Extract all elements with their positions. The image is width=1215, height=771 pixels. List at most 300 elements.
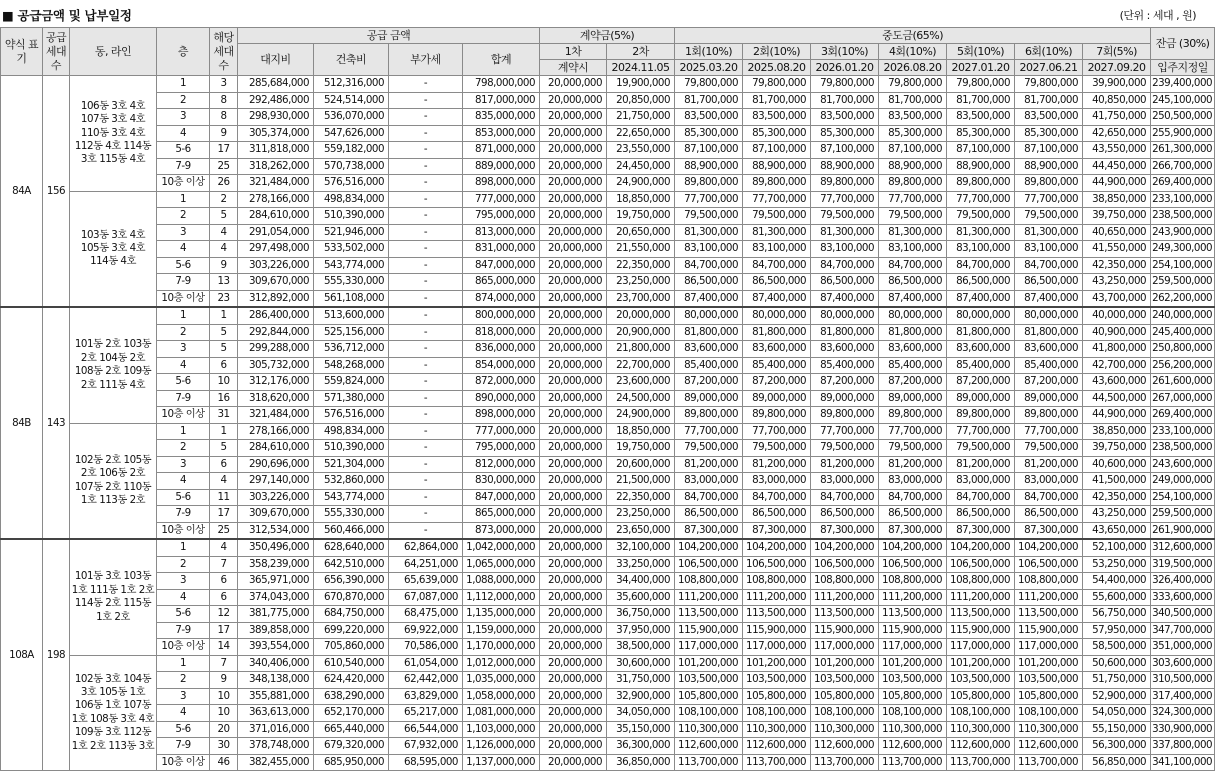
cell-mid2: 84,700,000	[743, 257, 811, 274]
cell-mid3: 79,800,000	[811, 76, 879, 93]
cell-floor: 3	[157, 341, 210, 358]
cell-mid2: 87,100,000	[743, 142, 811, 159]
cell-mid1: 89,000,000	[675, 390, 743, 407]
cell-mid4: 81,300,000	[879, 224, 947, 241]
cell-mid5: 84,700,000	[947, 257, 1015, 274]
cell-mid1: 81,800,000	[675, 324, 743, 341]
cell-mid4: 86,500,000	[879, 274, 947, 291]
cell-floor: 3	[157, 573, 210, 590]
cell-units: 6	[210, 456, 238, 473]
cell-mid3: 88,900,000	[811, 158, 879, 175]
cell-vat: -	[389, 191, 463, 208]
cell-mid2: 85,300,000	[743, 125, 811, 142]
cell-mid1: 83,000,000	[675, 473, 743, 490]
cell-mid7: 51,750,000	[1083, 672, 1151, 689]
cell-mid1: 110,300,000	[675, 721, 743, 738]
cell-vat: -	[389, 407, 463, 424]
table-row	[1, 539, 1215, 556]
cell-building: 521,946,000	[314, 224, 389, 241]
cell-dep2: 23,550,000	[607, 142, 675, 159]
cell-total: 854,000,000	[463, 357, 540, 374]
cell-dep2: 19,750,000	[607, 440, 675, 457]
cell-mid3: 81,300,000	[811, 224, 879, 241]
cell-building: 543,774,000	[314, 489, 389, 506]
cell-mid1: 108,100,000	[675, 705, 743, 722]
cell-floor: 10층 이상	[157, 407, 210, 424]
cell-mid4: 84,700,000	[879, 257, 947, 274]
cell-floor: 1	[157, 423, 210, 440]
cell-vat: -	[389, 158, 463, 175]
cell-mid6: 84,700,000	[1015, 257, 1083, 274]
cell-mid1: 85,300,000	[675, 125, 743, 142]
cell-mid5: 87,200,000	[947, 374, 1015, 391]
cell-mid5: 115,900,000	[947, 622, 1015, 639]
cell-land: 291,054,000	[238, 224, 314, 241]
cell-floor: 3	[157, 688, 210, 705]
cell-floor: 10층 이상	[157, 175, 210, 192]
cell-mid6: 115,900,000	[1015, 622, 1083, 639]
cell-mid3: 85,300,000	[811, 125, 879, 142]
unit-note: (단위 : 세대 , 원)	[1119, 9, 1196, 22]
header-land: 대지비	[238, 44, 314, 76]
cell-balance: 233,100,000	[1151, 191, 1215, 208]
cell-floor: 7-9	[157, 158, 210, 175]
section-title: ■ 공급금액 및 납부일정	[2, 8, 132, 23]
cell-balance: 249,300,000	[1151, 241, 1215, 258]
cell-balance: 245,100,000	[1151, 92, 1215, 109]
cell-mid2: 86,500,000	[743, 274, 811, 291]
cell-mid6: 83,100,000	[1015, 241, 1083, 258]
cell-mid6: 86,500,000	[1015, 274, 1083, 291]
cell-supply-count: 143	[43, 307, 70, 539]
cell-total: 889,000,000	[463, 158, 540, 175]
cell-dep2: 35,150,000	[607, 721, 675, 738]
cell-mid5: 83,600,000	[947, 341, 1015, 358]
table-row	[1, 324, 1215, 341]
cell-balance: 238,500,000	[1151, 208, 1215, 225]
cell-dep2: 36,750,000	[607, 606, 675, 623]
cell-mid1: 79,500,000	[675, 208, 743, 225]
cell-balance: 259,500,000	[1151, 506, 1215, 523]
cell-building: 536,712,000	[314, 341, 389, 358]
cell-floor: 7-9	[157, 738, 210, 755]
cell-mid6: 81,800,000	[1015, 324, 1083, 341]
cell-mid2: 111,200,000	[743, 589, 811, 606]
cell-dep2: 32,900,000	[607, 688, 675, 705]
cell-mid4: 83,000,000	[879, 473, 947, 490]
cell-mid7: 41,500,000	[1083, 473, 1151, 490]
header-building: 건축비	[314, 44, 389, 76]
cell-total: 872,000,000	[463, 374, 540, 391]
cell-building: 561,108,000	[314, 290, 389, 307]
cell-floor: 3	[157, 224, 210, 241]
cell-mid4: 83,100,000	[879, 241, 947, 258]
cell-mid3: 77,700,000	[811, 191, 879, 208]
cell-mid4: 83,600,000	[879, 341, 947, 358]
cell-vat: -	[389, 423, 463, 440]
cell-mid6: 87,300,000	[1015, 522, 1083, 539]
cell-land: 309,670,000	[238, 274, 314, 291]
cell-balance: 243,900,000	[1151, 224, 1215, 241]
cell-mid5: 79,800,000	[947, 76, 1015, 93]
cell-dep1: 20,000,000	[540, 688, 607, 705]
cell-balance: 319,500,000	[1151, 556, 1215, 573]
cell-dep1: 20,000,000	[540, 274, 607, 291]
cell-units: 4	[210, 473, 238, 490]
cell-dep1: 20,000,000	[540, 324, 607, 341]
cell-vat: -	[389, 109, 463, 126]
cell-floor: 5-6	[157, 142, 210, 159]
cell-mid3: 83,100,000	[811, 241, 879, 258]
header-mid-7-date: 2027.09.20	[1083, 60, 1151, 76]
cell-floor: 2	[157, 556, 210, 573]
cell-mid4: 79,800,000	[879, 76, 947, 93]
cell-building: 513,600,000	[314, 307, 389, 324]
cell-mid5: 113,500,000	[947, 606, 1015, 623]
cell-mid6: 113,700,000	[1015, 754, 1083, 771]
cell-mid3: 87,100,000	[811, 142, 879, 159]
cell-dep2: 34,050,000	[607, 705, 675, 722]
cell-total: 813,000,000	[463, 224, 540, 241]
cell-floor: 1	[157, 539, 210, 556]
cell-mid6: 80,000,000	[1015, 307, 1083, 324]
cell-mid1: 77,700,000	[675, 191, 743, 208]
cell-land: 303,226,000	[238, 489, 314, 506]
cell-dep1: 20,000,000	[540, 76, 607, 93]
cell-dep1: 20,000,000	[540, 573, 607, 590]
cell-units: 25	[210, 522, 238, 539]
cell-mid7: 40,900,000	[1083, 324, 1151, 341]
cell-mid3: 83,000,000	[811, 473, 879, 490]
cell-land: 321,484,000	[238, 175, 314, 192]
cell-floor: 7-9	[157, 390, 210, 407]
cell-mid4: 85,300,000	[879, 125, 947, 142]
cell-mid6: 83,600,000	[1015, 341, 1083, 358]
cell-mid7: 38,850,000	[1083, 191, 1151, 208]
cell-mid1: 84,700,000	[675, 257, 743, 274]
cell-vat: -	[389, 92, 463, 109]
cell-land: 285,684,000	[238, 76, 314, 93]
cell-building: 670,870,000	[314, 589, 389, 606]
cell-total: 865,000,000	[463, 506, 540, 523]
cell-land: 321,484,000	[238, 407, 314, 424]
cell-total: 1,159,000,000	[463, 622, 540, 639]
table-row	[1, 440, 1215, 457]
cell-dep2: 30,600,000	[607, 655, 675, 672]
cell-mid2: 81,800,000	[743, 324, 811, 341]
cell-mid1: 81,700,000	[675, 92, 743, 109]
cell-mid7: 56,850,000	[1083, 754, 1151, 771]
table-row	[1, 158, 1215, 175]
cell-mid4: 115,900,000	[879, 622, 947, 639]
cell-mid3: 86,500,000	[811, 506, 879, 523]
cell-mid3: 89,800,000	[811, 175, 879, 192]
cell-balance: 259,500,000	[1151, 274, 1215, 291]
cell-building: 685,950,000	[314, 754, 389, 771]
cell-dep1: 20,000,000	[540, 655, 607, 672]
cell-vat: -	[389, 456, 463, 473]
cell-mid3: 104,200,000	[811, 539, 879, 556]
cell-dep1: 20,000,000	[540, 589, 607, 606]
table-row	[1, 76, 1215, 93]
cell-mid6: 79,500,000	[1015, 440, 1083, 457]
header-mid-4-date: 2026.08.20	[879, 60, 947, 76]
cell-mid4: 79,500,000	[879, 440, 947, 457]
cell-mid1: 79,800,000	[675, 76, 743, 93]
header-mid-5-date: 2027.01.20	[947, 60, 1015, 76]
cell-mid1: 83,500,000	[675, 109, 743, 126]
cell-units: 17	[210, 622, 238, 639]
cell-dep2: 18,850,000	[607, 191, 675, 208]
cell-building-lines: 101동 2호 103동 2호 104동 2호 108동 2호 109동 2호 111동 4호	[70, 307, 157, 423]
header-mid-7: 7회(5%)	[1083, 44, 1151, 60]
cell-vat: 67,087,000	[389, 589, 463, 606]
cell-building: 705,860,000	[314, 639, 389, 656]
cell-building: 498,834,000	[314, 191, 389, 208]
cell-mid2: 77,700,000	[743, 423, 811, 440]
cell-mid7: 53,250,000	[1083, 556, 1151, 573]
table-row	[1, 274, 1215, 291]
cell-vat: 65,639,000	[389, 573, 463, 590]
cell-units: 1	[210, 423, 238, 440]
cell-dep1: 20,000,000	[540, 241, 607, 258]
cell-mid4: 79,500,000	[879, 208, 947, 225]
cell-floor: 2	[157, 672, 210, 689]
cell-mid1: 105,800,000	[675, 688, 743, 705]
cell-mid4: 77,700,000	[879, 191, 947, 208]
cell-balance: 317,400,000	[1151, 688, 1215, 705]
cell-building: 571,380,000	[314, 390, 389, 407]
cell-units: 4	[210, 539, 238, 556]
cell-mid4: 81,800,000	[879, 324, 947, 341]
cell-mid5: 81,300,000	[947, 224, 1015, 241]
cell-dep2: 19,750,000	[607, 208, 675, 225]
cell-balance: 269,400,000	[1151, 175, 1215, 192]
cell-land: 389,858,000	[238, 622, 314, 639]
cell-units: 5	[210, 208, 238, 225]
cell-land: 340,406,000	[238, 655, 314, 672]
cell-total: 898,000,000	[463, 407, 540, 424]
header-deposit: 계약금(5%)	[540, 28, 675, 44]
cell-mid7: 42,350,000	[1083, 257, 1151, 274]
cell-dep2: 32,100,000	[607, 539, 675, 556]
cell-floor: 5-6	[157, 606, 210, 623]
cell-mid4: 112,600,000	[879, 738, 947, 755]
table-row	[1, 522, 1215, 539]
cell-mid6: 81,200,000	[1015, 456, 1083, 473]
cell-building: 628,640,000	[314, 539, 389, 556]
cell-dep1: 20,000,000	[540, 672, 607, 689]
cell-total: 1,081,000,000	[463, 705, 540, 722]
cell-mid1: 113,500,000	[675, 606, 743, 623]
cell-total: 1,035,000,000	[463, 672, 540, 689]
cell-dep1: 20,000,000	[540, 622, 607, 639]
cell-mid7: 54,050,000	[1083, 705, 1151, 722]
cell-mid6: 117,000,000	[1015, 639, 1083, 656]
cell-units: 26	[210, 175, 238, 192]
cell-balance: 238,500,000	[1151, 440, 1215, 457]
cell-balance: 337,800,000	[1151, 738, 1215, 755]
cell-total: 873,000,000	[463, 522, 540, 539]
cell-dep1: 20,000,000	[540, 374, 607, 391]
cell-mid7: 52,900,000	[1083, 688, 1151, 705]
cell-dep1: 20,000,000	[540, 257, 607, 274]
cell-dep2: 22,350,000	[607, 257, 675, 274]
cell-building: 532,860,000	[314, 473, 389, 490]
cell-mid3: 115,900,000	[811, 622, 879, 639]
cell-dep1: 20,000,000	[540, 738, 607, 755]
cell-mid2: 110,300,000	[743, 721, 811, 738]
cell-dep1: 20,000,000	[540, 506, 607, 523]
cell-vat: 69,922,000	[389, 622, 463, 639]
cell-mid3: 86,500,000	[811, 274, 879, 291]
cell-balance: 239,400,000	[1151, 76, 1215, 93]
cell-floor: 2	[157, 92, 210, 109]
cell-mid1: 106,500,000	[675, 556, 743, 573]
cell-building: 536,070,000	[314, 109, 389, 126]
cell-dep1: 20,000,000	[540, 158, 607, 175]
cell-mid6: 104,200,000	[1015, 539, 1083, 556]
cell-mid2: 81,200,000	[743, 456, 811, 473]
cell-total: 777,000,000	[463, 423, 540, 440]
cell-mid2: 86,500,000	[743, 506, 811, 523]
cell-building: 570,738,000	[314, 158, 389, 175]
cell-mid3: 103,500,000	[811, 672, 879, 689]
cell-mid4: 101,200,000	[879, 655, 947, 672]
cell-mid6: 106,500,000	[1015, 556, 1083, 573]
cell-mid4: 89,000,000	[879, 390, 947, 407]
cell-units: 9	[210, 672, 238, 689]
cell-mid6: 87,400,000	[1015, 290, 1083, 307]
cell-mid3: 83,500,000	[811, 109, 879, 126]
table-row	[1, 423, 1215, 440]
cell-units: 14	[210, 639, 238, 656]
cell-mid6: 108,100,000	[1015, 705, 1083, 722]
cell-vat: 64,251,000	[389, 556, 463, 573]
cell-balance: 262,200,000	[1151, 290, 1215, 307]
cell-mid5: 101,200,000	[947, 655, 1015, 672]
cell-building: 548,268,000	[314, 357, 389, 374]
cell-mid3: 77,700,000	[811, 423, 879, 440]
cell-dep2: 22,350,000	[607, 489, 675, 506]
header-mid-2: 2회(10%)	[743, 44, 811, 60]
table-row	[1, 208, 1215, 225]
cell-mid3: 79,500,000	[811, 208, 879, 225]
cell-building: 512,316,000	[314, 76, 389, 93]
cell-mid1: 81,200,000	[675, 456, 743, 473]
cell-floor: 7-9	[157, 622, 210, 639]
cell-land: 298,930,000	[238, 109, 314, 126]
cell-mid4: 113,700,000	[879, 754, 947, 771]
cell-mid6: 89,800,000	[1015, 407, 1083, 424]
cell-mid1: 83,100,000	[675, 241, 743, 258]
cell-mid7: 43,600,000	[1083, 374, 1151, 391]
cell-building-lines: 103동 3호 4호 105동 3호 4호 114동 4호	[70, 191, 157, 307]
cell-mid1: 77,700,000	[675, 423, 743, 440]
cell-mid6: 83,500,000	[1015, 109, 1083, 126]
cell-floor: 7-9	[157, 274, 210, 291]
cell-total: 798,000,000	[463, 76, 540, 93]
cell-vat: -	[389, 374, 463, 391]
header-supply-amount: 공급 금액	[238, 28, 540, 44]
cell-mid5: 86,500,000	[947, 274, 1015, 291]
cell-floor: 10층 이상	[157, 522, 210, 539]
cell-mid4: 113,500,000	[879, 606, 947, 623]
cell-mid6: 83,000,000	[1015, 473, 1083, 490]
cell-mid5: 85,300,000	[947, 125, 1015, 142]
cell-dep1: 20,000,000	[540, 473, 607, 490]
cell-balance: 256,200,000	[1151, 357, 1215, 374]
table-row	[1, 175, 1215, 192]
cell-mid4: 108,800,000	[879, 573, 947, 590]
cell-total: 795,000,000	[463, 440, 540, 457]
cell-total: 830,000,000	[463, 473, 540, 490]
cell-dep2: 23,250,000	[607, 274, 675, 291]
cell-mid1: 87,100,000	[675, 142, 743, 159]
cell-mid6: 110,300,000	[1015, 721, 1083, 738]
cell-floor: 1	[157, 307, 210, 324]
cell-land: 363,613,000	[238, 705, 314, 722]
cell-dep2: 20,650,000	[607, 224, 675, 241]
cell-balance: 341,100,000	[1151, 754, 1215, 771]
table-header	[1, 28, 1215, 76]
cell-dep2: 23,250,000	[607, 506, 675, 523]
cell-mid7: 40,650,000	[1083, 224, 1151, 241]
cell-vat: -	[389, 76, 463, 93]
cell-mid2: 79,500,000	[743, 208, 811, 225]
cell-dep2: 24,900,000	[607, 407, 675, 424]
cell-vat: -	[389, 142, 463, 159]
cell-mid6: 77,700,000	[1015, 423, 1083, 440]
cell-mid1: 83,600,000	[675, 341, 743, 358]
cell-dep2: 22,650,000	[607, 125, 675, 142]
cell-dep1: 20,000,000	[540, 109, 607, 126]
cell-total: 871,000,000	[463, 142, 540, 159]
cell-balance: 240,000,000	[1151, 307, 1215, 324]
cell-dep1: 20,000,000	[540, 754, 607, 771]
cell-mid7: 43,250,000	[1083, 506, 1151, 523]
cell-mid3: 89,000,000	[811, 390, 879, 407]
cell-mid4: 110,300,000	[879, 721, 947, 738]
cell-building-lines: 101동 3호 103동 1호 111동 1호 2호 114동 2호 115동 1호 2호	[70, 539, 157, 655]
cell-mid1: 88,900,000	[675, 158, 743, 175]
cell-units: 6	[210, 589, 238, 606]
cell-mid7: 41,800,000	[1083, 341, 1151, 358]
cell-floor: 2	[157, 208, 210, 225]
table-row	[1, 125, 1215, 142]
cell-vat: -	[389, 522, 463, 539]
cell-mid1: 81,300,000	[675, 224, 743, 241]
cell-vat: -	[389, 224, 463, 241]
cell-mid3: 108,800,000	[811, 573, 879, 590]
cell-mid7: 42,650,000	[1083, 125, 1151, 142]
cell-mid4: 77,700,000	[879, 423, 947, 440]
cell-dep2: 19,900,000	[607, 76, 675, 93]
cell-land: 382,455,000	[238, 754, 314, 771]
section-header	[0, 4, 1199, 26]
cell-mid1: 87,200,000	[675, 374, 743, 391]
cell-units: 9	[210, 125, 238, 142]
cell-mid6: 111,200,000	[1015, 589, 1083, 606]
cell-mid1: 87,300,000	[675, 522, 743, 539]
cell-units: 46	[210, 754, 238, 771]
cell-vat: -	[389, 341, 463, 358]
cell-mid2: 79,800,000	[743, 76, 811, 93]
table-row	[1, 92, 1215, 109]
cell-balance: 266,700,000	[1151, 158, 1215, 175]
cell-land: 290,696,000	[238, 456, 314, 473]
table-row	[1, 142, 1215, 159]
